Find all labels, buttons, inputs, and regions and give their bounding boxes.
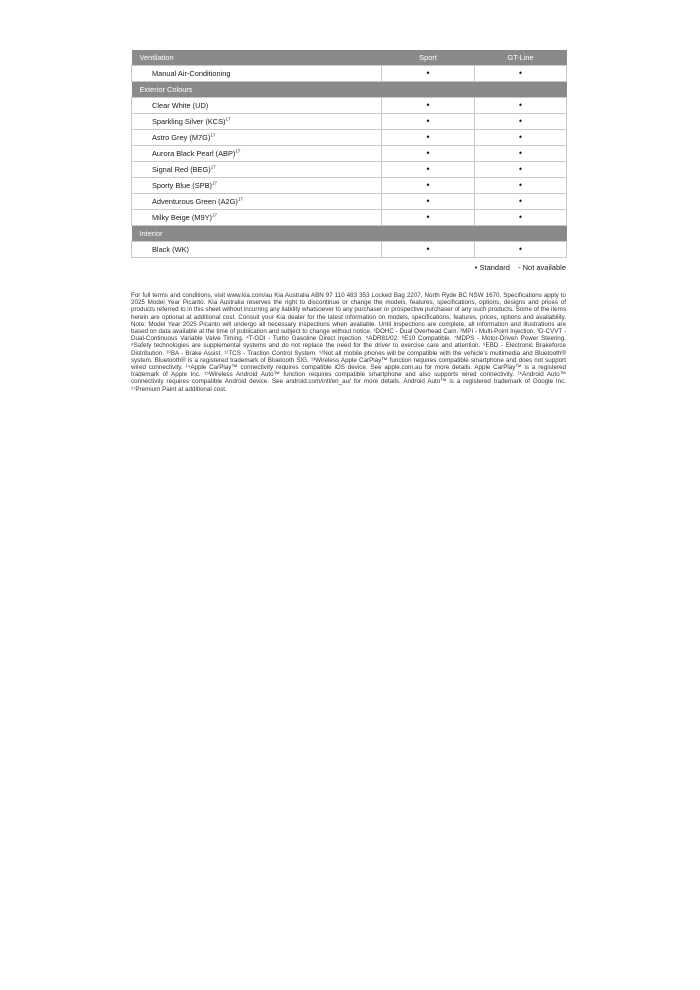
footnote-marker: 17 <box>235 148 241 154</box>
section-heading-row <box>132 82 567 98</box>
gt-line-availability: • <box>475 130 567 146</box>
table-row <box>132 66 567 82</box>
terms-and-conditions-disclaimer: For full terms and conditions, visit www.kia.com/au Kia Australia ABN 97 110 483 353 Locked Bag 2207, North Ryde BC NSW 1670. Specifications apply to 2025 Model Year Picanto. Kia Australia reserves the right to discontinue or change the models, features, specifications, options, designs and prices of products referred to in this sheet without incurring any liability whatsoever to any purchaser or prospective purchaser of any such products. Some of the items herein are optional at additional cost. Consult your Kia dealer for the latest information on models, specifications, features, prices, options and availability. Note: Model Year 2025 Picanto will undergo all necessary inspections when available. Until inspections are complete, all information and illustrations are based on data available at the time of publication and subject to change without notice. ¹DOHC - Dual Overhead Cam. ²MPI - Multi-Point Injection. ³D-CVVT - Dual-Continuous Variable Valve Timing. ⁴T-GDI - Turbo Gasoline Direct Injection. ⁵ADR81/02. ⁶E10 Compatible. ⁷MDPS - Motor-Driven Power Steering. ⁸Safety technologies are supplemental systems and do not replace the need for the driver to exercise care and attention. ⁹EBD - Electronic Brakeforce Distribution. ¹⁰BA - Brake Assist. ¹¹TCS - Traction Control System. ¹²Not all mobile phones will be compatible with the vehicle's multimedia and Bluetooth® system. Bluetooth® is a registered trademark of Bluetooth SIG. ¹³Wireless Apple CarPlay™ function requires compatible smartphone and does not support wired connectivity. ¹⁴Apple CarPlay™ connectivity requires compatible iOS device. See apple.com.au for more details. Apple CarPlay™ is a registered trademark of Apple Inc. ¹⁵Wireless Android Auto™ function requires compatible smartphone and also supports wired connectivity. ¹⁶Android Auto™ connectivity requires compatible Android device. See android.com/intl/en_au/ for more details. Android Auto™ is a registered trademark of Google Inc. ¹⁷Premium Paint at additional cost. <box>131 292 566 393</box>
feature-name: Signal Red (BEG)$^{17}$ <box>132 162 382 178</box>
column-heading-sport: Sport <box>382 50 475 66</box>
footnote-marker: 17 <box>210 164 216 170</box>
feature-name: Milky Beige $(M9Y)^{17}$ <box>132 210 382 226</box>
gt-line-availability: • <box>475 242 567 258</box>
feature-name: Astro Grey $(M7G)^{17}$ <box>132 130 382 146</box>
table-row <box>132 178 567 194</box>
legend-standard: • Standard <box>474 263 510 272</box>
feature-name: Aurora Black Pearl (ABP)$^{17}$ <box>132 146 382 162</box>
sport-availability: • <box>382 66 475 82</box>
sport-availability: • <box>382 194 475 210</box>
specification-table <box>131 50 567 258</box>
sport-availability: • <box>382 114 475 130</box>
feature-name: Black (WK) <box>132 242 382 258</box>
sport-availability: • <box>382 162 475 178</box>
footnote-marker: 17 <box>225 116 231 122</box>
sport-availability: • <box>382 98 475 114</box>
table-row <box>132 162 567 178</box>
feature-name: Sporty Blue (SPB)$^{17}$ <box>132 178 382 194</box>
spec-sheet-page <box>131 50 566 399</box>
legend-not-available: - Not available <box>518 263 566 272</box>
table-row <box>132 194 567 210</box>
section-heading-row <box>132 226 567 242</box>
column-heading-gt-line: GT-Line <box>475 50 567 66</box>
table-row <box>132 98 567 114</box>
table-row <box>132 114 567 130</box>
gt-line-availability: • <box>475 98 567 114</box>
feature-name: Adventurous Green $(A2G)^{17}$ <box>132 194 382 210</box>
sport-availability: • <box>382 210 475 226</box>
sport-availability: • <box>382 178 475 194</box>
footnote-marker: 17 <box>211 212 217 218</box>
feature-name: Manual Air-Conditioning <box>132 66 382 82</box>
gt-line-availability: • <box>475 146 567 162</box>
gt-line-availability: • <box>475 194 567 210</box>
gt-line-availability: • <box>475 114 567 130</box>
table-row <box>132 130 567 146</box>
sport-availability: • <box>382 242 475 258</box>
sport-availability: • <box>382 146 475 162</box>
section-heading-exterior-colours: Exterior Colours <box>132 82 567 98</box>
gt-line-availability: • <box>475 66 567 82</box>
footnote-marker: 17 <box>211 180 217 186</box>
table-row <box>132 146 567 162</box>
availability-legend <box>131 263 566 272</box>
section-heading-ventilation: Ventilation <box>132 50 382 66</box>
table-row <box>132 210 567 226</box>
feature-name: Sparkling Silver (KCS)$^{17}$ <box>132 114 382 130</box>
section-heading-interior: Interior <box>132 226 567 242</box>
gt-line-availability: • <box>475 178 567 194</box>
sport-availability: • <box>382 130 475 146</box>
feature-name: Clear White (UD) <box>132 98 382 114</box>
gt-line-availability: • <box>475 210 567 226</box>
gt-line-availability: • <box>475 162 567 178</box>
table-header-row <box>132 50 567 66</box>
footnote-marker: 17 <box>237 196 243 202</box>
footnote-marker: 17 <box>210 132 216 138</box>
table-row <box>132 242 567 258</box>
